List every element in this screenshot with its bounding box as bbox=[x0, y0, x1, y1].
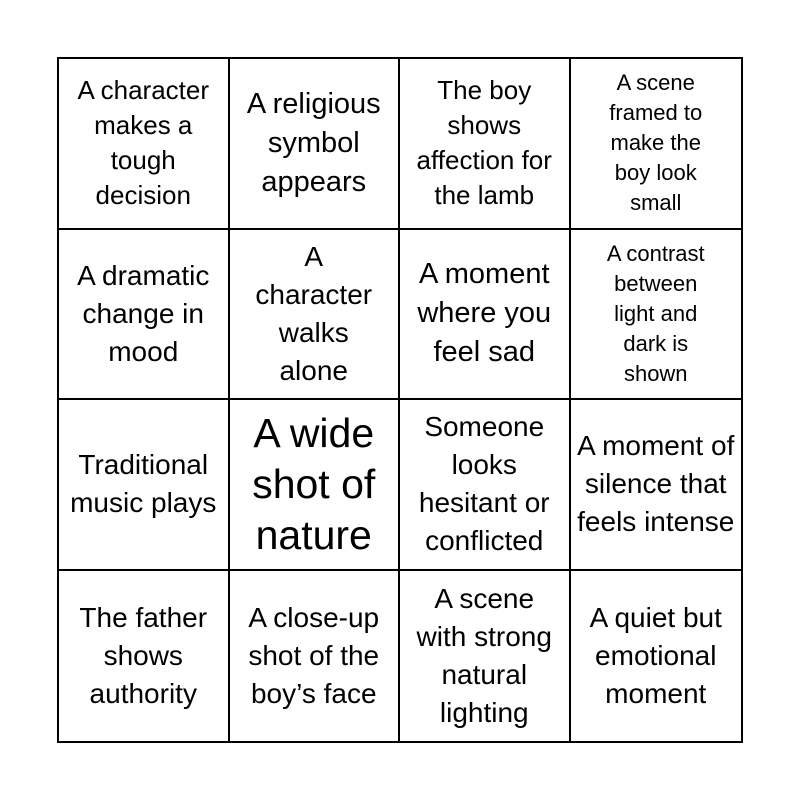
bingo-cell-r3c1[interactable] bbox=[59, 400, 230, 571]
bingo-cell-r1c2[interactable] bbox=[230, 59, 401, 230]
bingo-cell-text: A quiet but emotional moment bbox=[589, 601, 722, 709]
bingo-cell-text: Traditional music plays bbox=[70, 449, 217, 519]
bingo-cell-text: A character walks alone bbox=[255, 240, 373, 386]
bingo-cell-r4c1[interactable] bbox=[59, 571, 230, 742]
bingo-cell-r2c1[interactable] bbox=[59, 230, 230, 401]
bingo-cell-text: A religious symbol appears bbox=[246, 87, 381, 198]
bingo-cell-text: The boy shows affection for the lamb bbox=[416, 75, 552, 211]
bingo-cell-text: A scene framed to make the boy look small bbox=[609, 70, 703, 216]
bingo-cell-text: A close-up shot of the boy’s face bbox=[248, 601, 380, 709]
bingo-cell-r2c4[interactable] bbox=[571, 230, 742, 401]
bingo-cell-r3c2[interactable] bbox=[230, 400, 401, 571]
bingo-cell-text: A scene with strong natural lighting bbox=[416, 582, 552, 728]
bingo-cell-text: A dramatic change in mood bbox=[77, 259, 210, 367]
bingo-cell-r1c1[interactable] bbox=[59, 59, 230, 230]
bingo-cell-r4c2[interactable] bbox=[230, 571, 401, 742]
bingo-cell-text: A moment of silence that feels intense bbox=[577, 430, 735, 538]
bingo-board bbox=[57, 57, 743, 743]
bingo-cell-r4c3[interactable] bbox=[400, 571, 571, 742]
bingo-cell-r2c2[interactable] bbox=[230, 230, 401, 401]
bingo-cell-text: A moment where you feel sad bbox=[417, 258, 552, 369]
bingo-cell-r1c4[interactable] bbox=[571, 59, 742, 230]
bingo-cell-r2c3[interactable] bbox=[400, 230, 571, 401]
bingo-cell-r4c4[interactable] bbox=[571, 571, 742, 742]
bingo-cell-text: A character makes a tough decision bbox=[77, 75, 209, 211]
bingo-cell-text: The father shows authority bbox=[79, 601, 208, 709]
bingo-cell-text: A wide shot of nature bbox=[252, 409, 376, 558]
bingo-cell-r3c4[interactable] bbox=[571, 400, 742, 571]
bingo-cell-text: Someone looks hesitant or conflicted bbox=[418, 411, 550, 557]
bingo-cell-text: A contrast between light and dark is shown bbox=[606, 240, 705, 386]
bingo-cell-r1c3[interactable] bbox=[400, 59, 571, 230]
bingo-cell-r3c3[interactable] bbox=[400, 400, 571, 571]
